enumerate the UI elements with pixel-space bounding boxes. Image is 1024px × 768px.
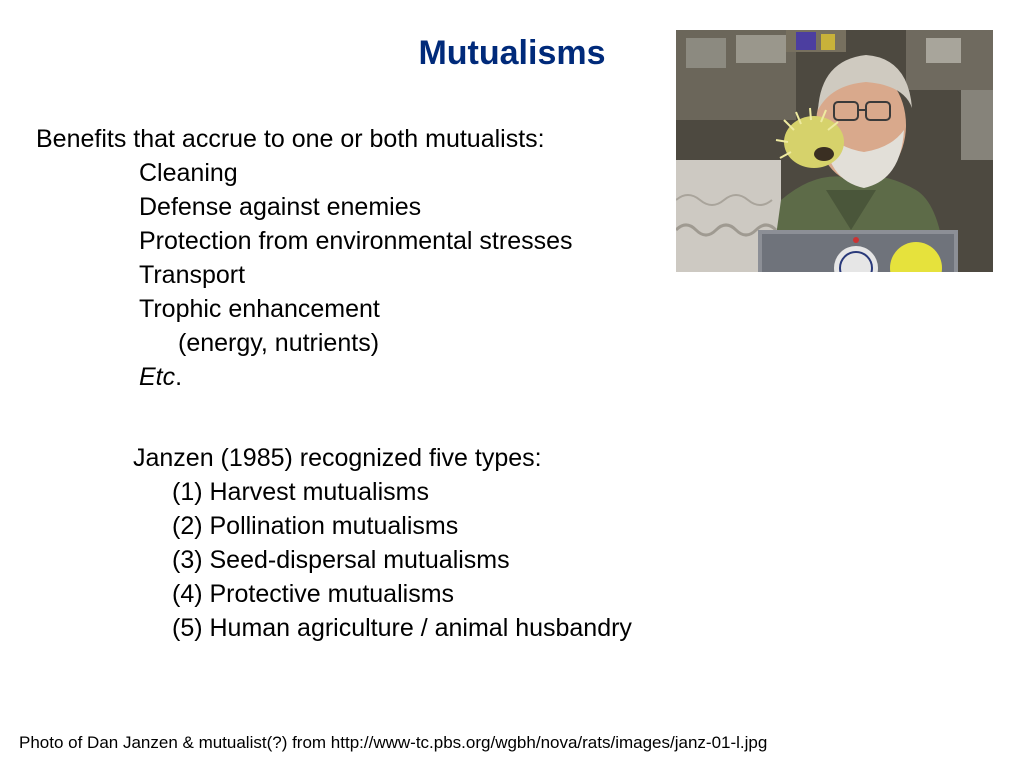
benefits-heading: Benefits that accrue to one or both mutualists: [36, 125, 545, 153]
janzen-block [133, 441, 632, 645]
photo-illustration [676, 30, 993, 272]
benefit-sub-item: (energy, nutrients) [178, 329, 380, 357]
janzen-type-item: (2) Pollination mutualisms [172, 512, 459, 540]
janzen-photo [676, 30, 993, 272]
etc-period: . [175, 363, 183, 391]
benefit-item: Trophic enhancement [139, 295, 380, 323]
janzen-type-item: (4) Protective mutualisms [172, 580, 455, 608]
benefit-item: Protection from environmental stresses [139, 227, 573, 255]
slide-title: Mutualisms [418, 34, 606, 72]
benefit-item: Transport [139, 261, 246, 289]
benefits-block [36, 122, 573, 394]
photo-caption: Photo of Dan Janzen & mutualist(?) from http://www-tc.pbs.org/wgbh/nova/rats/images/janz-01-l.jpg [19, 733, 768, 752]
benefit-item: Defense against enemies [139, 193, 422, 221]
benefit-item: Cleaning [139, 159, 238, 187]
benefit-etc [36, 360, 573, 394]
janzen-type-item: (1) Harvest mutualisms [172, 478, 429, 506]
janzen-heading: Janzen (1985) recognized five types: [133, 444, 542, 472]
etc-word: Etc [139, 363, 176, 391]
janzen-type-item: (3) Seed-dispersal mutualisms [172, 546, 510, 574]
janzen-type-item: (5) Human agriculture / animal husbandry [172, 614, 632, 642]
